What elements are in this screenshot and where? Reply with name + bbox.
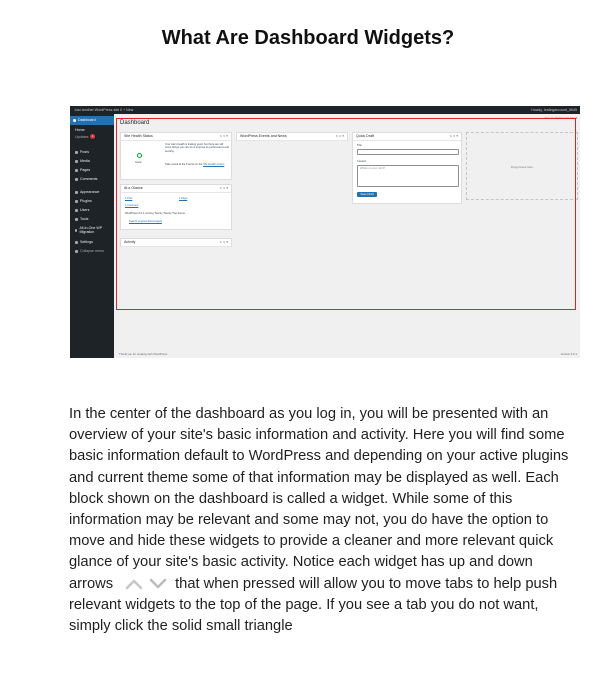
- comments-icon: [75, 178, 78, 181]
- widget-controls: ∧ ∨ ▾: [219, 134, 228, 138]
- highlight-box: [116, 118, 576, 310]
- admin-footer: Thank you for creating with WordPress.: [119, 352, 168, 356]
- widget-site-health: Site Health Status ∧ ∨ ▾ Good Your site's health is looking good, but there are still some things you can do to improve its performance and security. Take a look at the 6 items on the Site Health screen: [120, 132, 232, 180]
- migration-icon: [75, 229, 77, 232]
- draft-content-field: What's on your mind?: [357, 165, 459, 187]
- sidebar-item-comments: Comments: [75, 177, 97, 181]
- sidebar-item-tools: Tools: [75, 217, 88, 221]
- sidebar-item-posts: Posts: [75, 150, 89, 154]
- admin-sidebar: [70, 114, 114, 358]
- paragraph-text-1: In the center of the dashboard as you log in, you will be presented with an overview of your site's basic information and activity. Here you will find some basic information default to WordPress and depending on your active plugins and current theme some of that information may be displayed as well. Each block shown on the dashboard is called a widget. While some of this information may be relevant and some may not, you do have the option to move and hide these widgets to provide a cleaner and more relevant quick glance of your site's basic activity. Notice each widget has up and down arrows: [69, 406, 569, 592]
- posts-icon: [75, 151, 78, 154]
- plugins-icon: [75, 200, 78, 203]
- updates-count-badge: 1: [92, 134, 94, 138]
- admin-bar: [70, 106, 580, 114]
- widget-quick-draft: Quick Draft ∧ ∨ ▾ Title Content What's on your mind? Save Draft: [352, 132, 462, 204]
- dashboard-heading: Dashboard: [120, 120, 150, 126]
- save-draft-button: Save Draft: [357, 192, 377, 197]
- widget-controls: ∧ ∨ ▾: [449, 134, 458, 138]
- dashboard-icon: [73, 119, 76, 122]
- collapse-icon: [75, 250, 78, 253]
- sidebar-item-migration: All-in-One WP Migration: [75, 226, 111, 234]
- sidebar-item-media: Media: [75, 159, 90, 163]
- pages-icon: [75, 169, 78, 172]
- widget-activity: Activity ∧ ∨ ▾: [120, 238, 232, 247]
- down-arrow-icon: [151, 580, 165, 587]
- appearance-icon: [75, 191, 78, 194]
- admin-bar-right: Howdy, testingaccount_5645: [531, 108, 577, 112]
- sidebar-item-updates: Updates 1: [75, 134, 94, 139]
- sidebar-item-pages: Pages: [75, 168, 90, 172]
- sidebar-item-home: Home: [75, 128, 85, 132]
- up-down-arrows-icon: [123, 577, 169, 591]
- media-icon: [75, 160, 78, 163]
- sidebar-item-plugins: Plugins: [75, 199, 92, 203]
- users-icon: [75, 209, 78, 212]
- drag-boxes-zone: Drag boxes here: [466, 132, 578, 200]
- tools-icon: [75, 218, 78, 221]
- page-title: What Are Dashboard Widgets?: [161, 27, 455, 49]
- paragraph-text-2: that when pressed will allow you to move tabs to help push relevant widgets to the top of the page. If you see a tab you do not want, simply click the solid small triangle: [69, 575, 558, 635]
- widget-at-a-glance: At a Glance ∧ ∨ ▾ 1 Post 1 Page 1 Comment WordPress 6.0.1 running Twenty Twenty-Two theme. Search engines discouraged: [120, 184, 232, 230]
- sidebar-item-appearance: Appearance: [75, 190, 99, 194]
- widget-controls: ∧ ∨ ▾: [219, 240, 228, 244]
- settings-icon: [75, 241, 78, 244]
- widget-controls: ∧ ∨ ▾: [335, 134, 344, 138]
- widget-controls: ∧ ∨ ▾: [219, 186, 228, 190]
- body-paragraph: [69, 404, 569, 637]
- sidebar-item-settings: Settings: [75, 240, 93, 244]
- admin-bar-left: Just another WordPress site 0 + New: [74, 108, 134, 112]
- site-health-link: Site Health screen: [203, 163, 225, 166]
- admin-version: Version 6.0.1: [560, 352, 577, 356]
- sidebar-item-users: Users: [75, 208, 89, 212]
- screen-options: Screen Options ▾ Help ▾: [544, 116, 577, 120]
- sidebar-item-dashboard: Dashboard: [70, 116, 114, 125]
- widget-events-news: WordPress Events and News ∧ ∨ ▾: [236, 132, 348, 141]
- up-arrow-icon: [127, 581, 141, 588]
- dashboard-screenshot: [70, 106, 580, 358]
- sidebar-collapse: Collapse menu: [75, 249, 104, 253]
